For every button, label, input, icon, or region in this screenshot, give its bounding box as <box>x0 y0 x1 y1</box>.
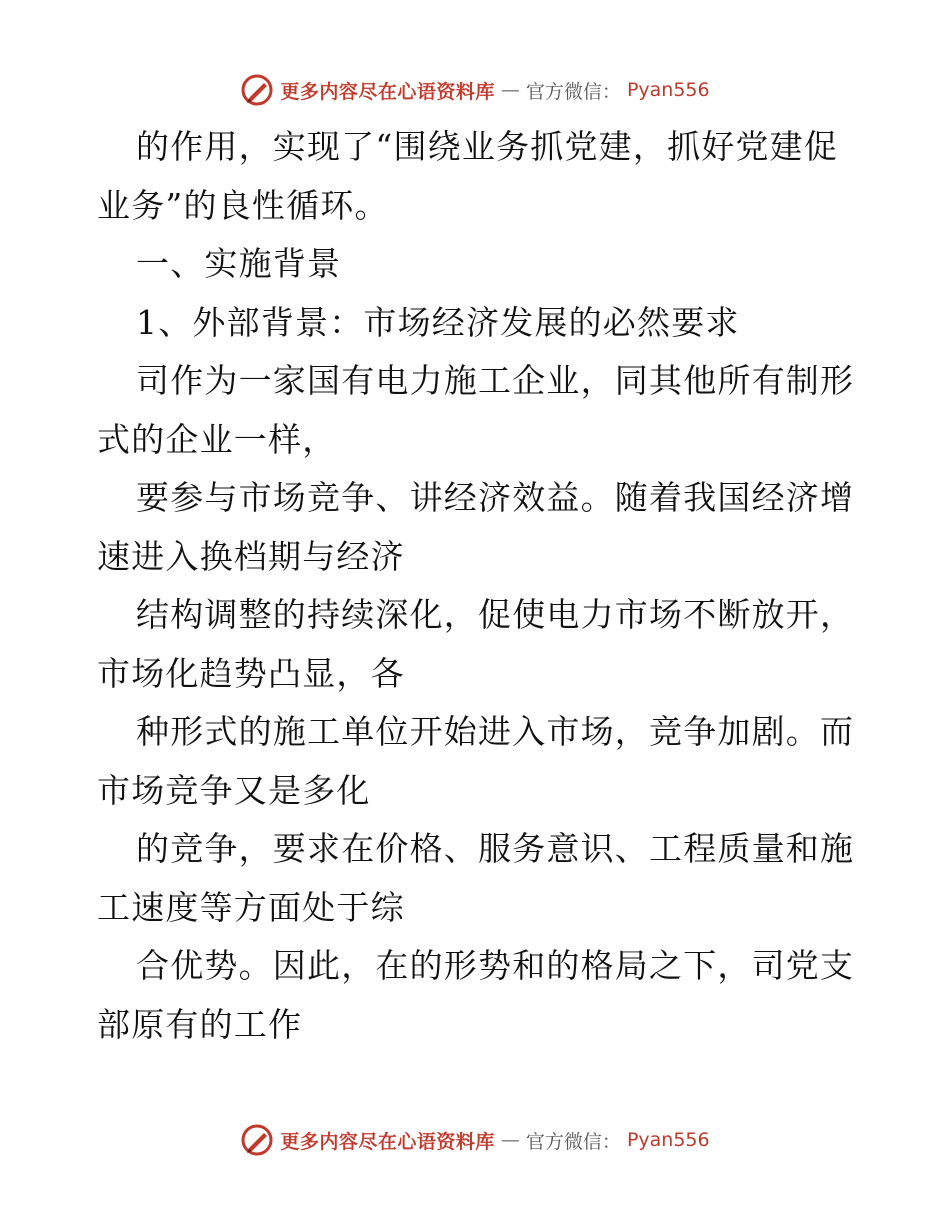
subsection-heading: 1、外部背景：市场经济发展的必然要求 <box>136 302 740 342</box>
footer-banner <box>0 1120 950 1160</box>
body-line: 合优势。因此，在的形势和的格局之下，司党支 <box>136 946 855 985</box>
header-wechat-id: Pyan556 <box>626 79 710 101</box>
body-line: 要参与市场竞争、讲经济效益。随着我国经济增 <box>136 478 855 517</box>
header-banner <box>0 70 950 110</box>
body-line: 速进入换档期与经济 <box>97 536 405 576</box>
header-wechat-label: 官方微信： <box>525 80 621 103</box>
document-body <box>97 118 857 1054</box>
body-line: 的作用，实现了“围绕业务抓党建，抓好党建促 <box>136 127 839 166</box>
footer-banner-text: 更多内容尽在心语资料库 <box>280 1130 495 1153</box>
footer-wechat-label: 官方微信： <box>525 1130 621 1153</box>
header-banner-text: 更多内容尽在心语资料库 <box>280 80 495 103</box>
footer-wechat-id: Pyan556 <box>626 1129 710 1151</box>
header-banner-separator: — <box>500 79 520 101</box>
body-line: 部原有的工作 <box>97 1004 303 1044</box>
pen-logo-icon <box>240 1123 274 1157</box>
pen-logo-icon <box>240 73 274 107</box>
body-line: 的竞争，要求在价格、服务意识、工程质量和施 <box>136 829 855 868</box>
body-line: 种形式的施工单位开始进入市场，竞争加剧。而 <box>136 712 855 751</box>
body-line: 市场化趋势凸显，各 <box>97 653 405 693</box>
body-line: 司作为一家国有电力施工企业，同其他所有制形 <box>136 361 855 400</box>
section-heading: 一、实施背景 <box>136 244 342 283</box>
body-line: 业务”的良性循环。 <box>97 185 389 225</box>
footer-banner-separator: — <box>500 1129 520 1151</box>
body-line: 市场竞争又是多化 <box>97 770 371 810</box>
body-line: 式的企业一样， <box>97 419 337 459</box>
body-line: 工速度等方面处于综 <box>97 887 405 927</box>
body-line: 结构调整的持续深化，促使电力市场不断放开， <box>136 595 855 634</box>
